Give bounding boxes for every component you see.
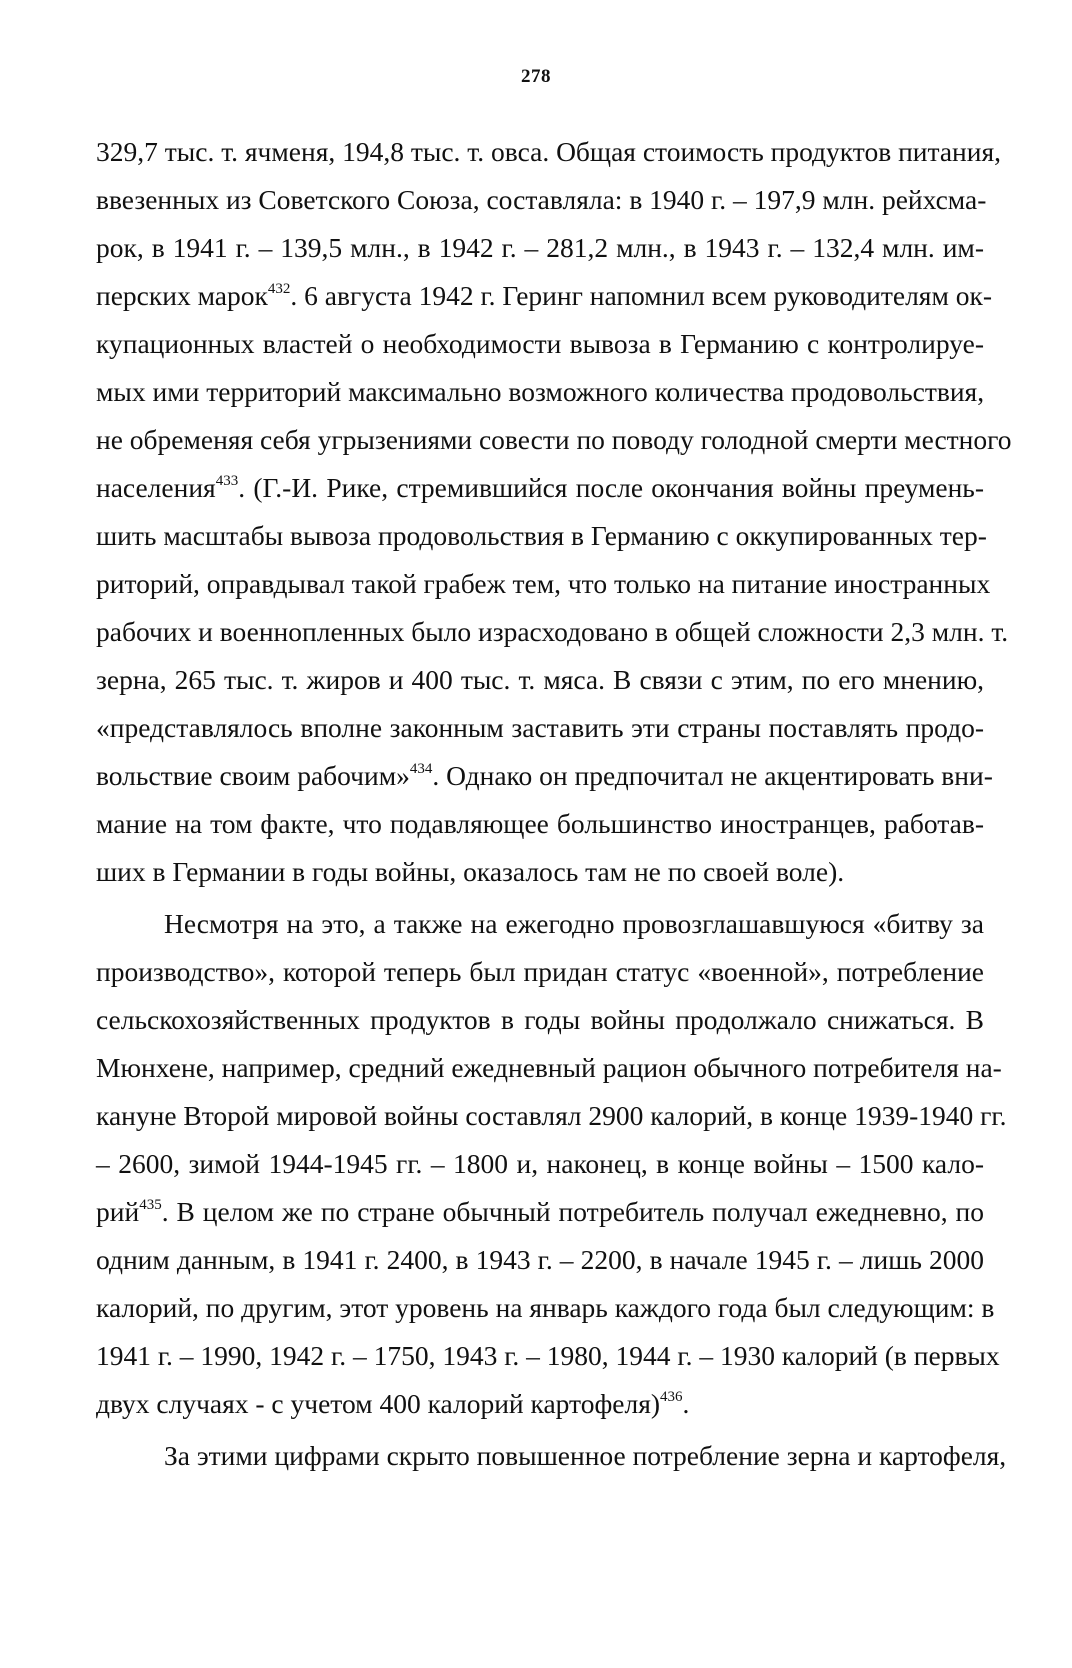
text-line: рок, в 1941 г. – 139,5 млн., в 1942 г. – 281,2 млн., в 1943 г. – 132,4 млн. им- [96,232,984,263]
paragraph-2 [96,900,1007,1428]
footnote-ref: 433 [215,473,239,489]
text-line: 1941 г. – 1990, 1942 г. – 1750, 1943 г. – 1980, 1944 г. – 1930 калорий (в первых [96,1340,1000,1371]
text-line: Мюнхене, например, средний ежедневный рацион обычного потребителя на- [96,1052,1002,1083]
text-line: рий$^{435}$. В целом же по стране обычный потребитель получал ежедневно, по [96,1196,984,1227]
text-line: За этими цифрами скрыто повышенное потребление зерна и картофеля, [164,1440,1007,1471]
text-line: не обременяя себя угрызениями совести по поводу голодной смерти местного [96,424,1012,455]
footnote-ref: 434 [409,761,433,777]
footnote-ref: 432 [267,281,291,297]
text-line: 329,7 тыс. т. ячменя, 194,8 тыс. т. овса. Общая стоимость продуктов питания, [96,136,1002,167]
text-line: «представлялось вполне законным заставить эти страны поставлять продо- [96,712,984,743]
text-line: ших в Германии в годы войны, оказалось там не по своей воле). [96,856,845,887]
text-line: – 2600, зимой 1944-1945 гг. – 1800 и, наконец, в конце войны – 1500 кало- [96,1148,984,1179]
paragraph-1 [96,128,1012,896]
text-line: зерна, 265 тыс. т. жиров и 400 тыс. т. мяса. В связи с этим, по его мнению, [96,664,984,695]
text-line: сельскохозяйственных продуктов в годы войны продолжало снижаться. В [96,1004,984,1035]
footnote-ref: 436 [660,1389,683,1405]
text-line: калорий, по другим, этот уровень на январь каждого года был следующим: в [96,1292,995,1323]
text-line: ввезенных из Советского Союза, составляла: в 1940 г. – 197,9 млн. рейхсма- [96,184,987,215]
body-text [96,128,1012,1480]
text-line: мание на том факте, что подавляющее большинство иностранцев, работав- [96,808,984,839]
text-line: перских марок$^{432}$. 6 августа 1942 г. Геринг напомнил всем руководителям ок- [96,280,993,311]
text-line: населения$^{433}$. (Г.-И. Рике, стремившийся после окончания войны преумень- [96,472,984,503]
text-line: кануне Второй мировой войны составлял 2900 калорий, в конце 1939-1940 гг. [96,1100,1007,1131]
footnote-ref: 435 [139,1197,162,1213]
text-line: рабочих и военнопленных было израсходовано в общей сложности 2,3 млн. т. [96,616,1009,647]
text-line: мых ими территорий максимально возможного количества продовольствия, [96,376,985,407]
text-line: одним данным, в 1941 г. 2400, в 1943 г. – 2200, в начале 1945 г. – лишь 2000 [96,1244,984,1275]
text-line: производство», которой теперь был придан статус «военной», потребление [96,956,984,987]
text-line: шить масштабы вывоза продовольствия в Германию с оккупированных тер- [96,520,987,551]
text-line: вольствие своим рабочим»$^{434}$. Однако он предпочитал не акцентировать вни- [96,760,993,791]
text-line: Несмотря на это, а также на ежегодно провозглашавшуюся «битву за [164,908,984,939]
page-number: 278 [521,66,551,87]
text-line: двух случаях - с учетом 400 калорий картофеля)$^{436}$. [96,1388,690,1419]
text-line: купационных властей о необходимости вывоза в Германию с контролируе- [96,328,984,359]
text-line: риторий, оправдывал такой грабеж тем, что только на питание иностранных [96,568,991,599]
paragraph-3 [96,1432,1007,1480]
